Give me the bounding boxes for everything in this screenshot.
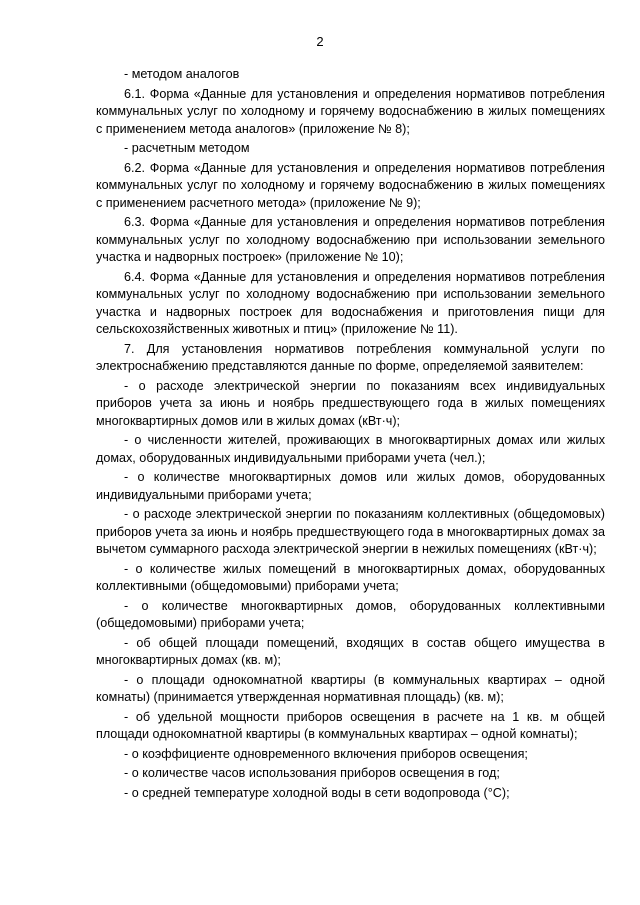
paragraph-calc-method: - расчетным методом bbox=[124, 141, 250, 155]
list-item: - о численности жителей, проживающих в многоквартирных домах или жилых домах, оборудованных индивидуальными приборами учета (чел.); bbox=[96, 433, 605, 465]
list-item: - о количестве жилых помещений в многоквартирных домах, оборудованных коллективными (общедомовыми) приборами учета; bbox=[96, 561, 605, 593]
list-item: - об общей площади помещений, входящих в состав общего имущества в многоквартирных домах (кв. м); bbox=[96, 635, 605, 667]
list-item: - о коэффициенте одновременного включения приборов освещения; bbox=[124, 746, 528, 761]
paragraph-6-4: 6.4. Форма «Данные для установления и определения нормативов потребления коммунальных услуг по холодному водоснабжению при использовании земельного участка и надворных построек для водоснабжения и приготовления пищи для сельскохозяйственных животных и птиц» (приложение № 11). bbox=[96, 269, 605, 336]
paragraph-6-3: 6.3. Форма «Данные для установления и определения нормативов потребления коммунальных услуг по холодному водоснабжению при использовании земельного участка и надворных построек» (приложение № 10); bbox=[96, 215, 605, 264]
list-item: - о расходе электрической энергии по показаниям всех индивидуальных приборов учета за июнь и ноябрь предшествующего года в жилых помещениях многоквартирных домов или в жилых домах (кВт·ч); bbox=[96, 378, 605, 428]
list-item: - о расходе электрической энергии по показаниям коллективных (общедомовых) приборов учета за июнь и ноябрь предшествующего года в многоквартирных домах за вычетом суммарного расхода электрической энергии в нежилых помещениях (кВт·ч); bbox=[96, 507, 605, 556]
list-item: - о средней температуре холодной воды в сети водопровода (°С); bbox=[124, 785, 510, 800]
paragraph-6-2: 6.2. Форма «Данные для установления и определения нормативов потребления коммунальных услуг по холодному и горячему водоснабжению в жилых помещениях с применением расчетного метода» (приложение № 9); bbox=[96, 160, 605, 210]
paragraph-7: 7. Для установления нормативов потребления коммунальной услуги по электроснабжению представляются данные по форме, определяемой заявителем: bbox=[96, 341, 605, 373]
list-item: - о площади однокомнатной квартиры (в коммунальных квартирах – одной комнаты) (принимается утвержденная нормативная площадь) (кв. м); bbox=[96, 672, 605, 704]
list-item: - об удельной мощности приборов освещения в расчете на 1 кв. м общей площади однокомнатной квартиры (в коммунальных квартирах – одной комнаты); bbox=[96, 709, 605, 741]
list-item: - о количестве часов использования приборов освещения в год; bbox=[124, 766, 500, 780]
list-item: - о количестве многоквартирных домов, оборудованных коллективными (общедомовыми) приборами учета; bbox=[96, 598, 605, 630]
list-item: - о количестве многоквартирных домов или жилых домов, оборудованных индивидуальными приборами учета; bbox=[96, 470, 605, 502]
document-body bbox=[96, 66, 605, 804]
page-number: 2 bbox=[316, 34, 324, 49]
paragraph-method-analogs: - методом аналогов bbox=[124, 67, 240, 81]
paragraph-6-1: 6.1. Форма «Данные для установления и определения нормативов потребления коммунальных услуг по холодному и горячему водоснабжению в жилых помещениях с применением метода аналогов» (приложение № 8); bbox=[96, 86, 605, 136]
